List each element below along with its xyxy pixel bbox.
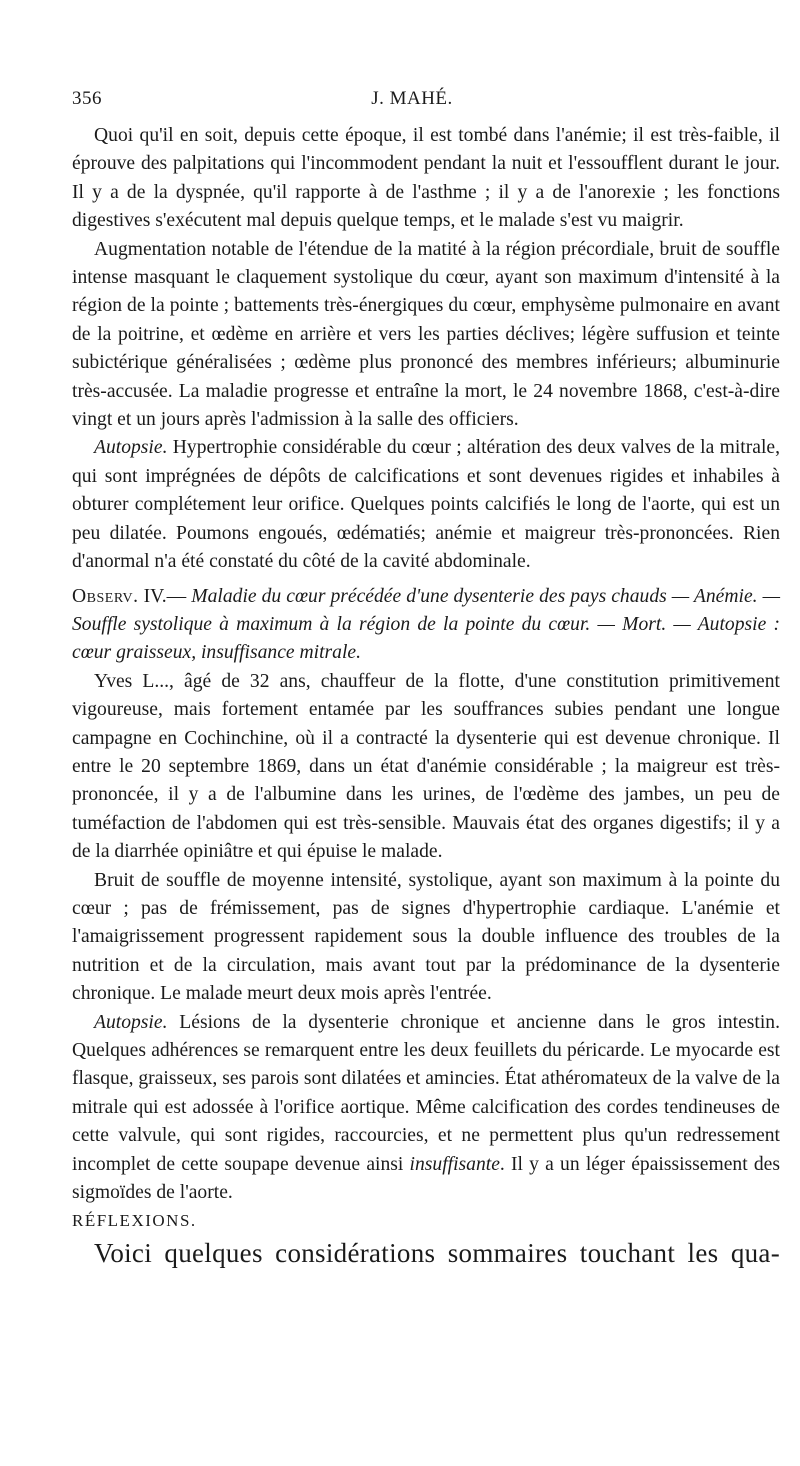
paragraph-1: Quoi qu'il en soit, depuis cette époque, il est tombé dans l'anémie; il est très-faible, il éprouve des palpitations qui l'incommodent pendant la nuit et l'essoufflent durant le jour. Il y a de la dyspnée, qu'il rapporte à de l'asthme ; il y a de l'anorexie ; les fonctions digestives s'exécutent mal depuis quelque temps, et le malade s'est vu maigrir.	[72, 125, 780, 232]
observation-label: Observ.	[72, 585, 139, 607]
paragraph-5: Bruit de souffle de moyenne intensité, systolique, ayant son maximum à la pointe du cœur ; pas de frémissement, pas de signes d'hypertrophie cardiaque. L'anémie et l'amaigrissement progressent rapidement sous la double influence des troubles de la nutrition et de la circulation, mais avant tout par la prédominance de la dysenterie chronique. Le malade meurt deux mois après l'entrée.	[72, 869, 780, 1005]
paragraph-4: Yves L..., âgé de 32 ans, chauffeur de la flotte, d'une constitution primitivement vigoureuse, mais fortement entamée par les souffrances subies pendant une longue campagne en Cochinchine, où il a contracté la dysenterie qui est devenue chronique. Il entre le 20 septembre 1869, dans un état d'anémie considérable ; la maigreur est très-prononcée, il y a de l'albumine dans les urines, de l'œdème des jambes, un peu de tuméfaction de l'abdomen qui est très-sensible. Mauvais état des organes digestifs; il y a de la diarrhée opiniâtre et qui épuise le malade.	[72, 670, 780, 863]
emphasis-insuffisante: insuffisante	[409, 1153, 500, 1175]
observation-heading	[72, 583, 780, 668]
paragraph-autopsie-1	[72, 434, 780, 576]
paragraph-autopsie-2	[72, 1009, 780, 1208]
autopsie-text-2a: Lésions de la dysenterie chronique et ancienne dans le gros intestin. Quelques adhérences se remarquent entre les deux feuillets du péricarde. Le myocarde est flasque, graisseux, ses parois sont dilatées et amincies. État athéromateux de la valve de la mitrale qui est adossée à l'orifice aortique. Même calcification des cordes tendineuses de cette valvule, qui sont rigides, raccourcies, et ne permettent plus qu'un redressement incomplet de cette soupape devenue ainsi	[72, 1011, 780, 1175]
paragraph-2: Augmentation notable de l'étendue de la matité à la région précordiale, bruit de souffle intense masquant le claquement systolique du cœur, ayant son maximum d'intensité à la région de la pointe ; battements très-énergiques du cœur, emphysème pulmonaire en avant de la poitrine, et œdème en arrière et vers les parties déclives; légère suffusion et teinte subictérique généralisées ; œdème plus prononcé des membres inférieurs; albuminurie très-accusée. La maladie progresse et entraîne la mort, le 24 novembre 1868, c'est-à-dire vingt et un jours après l'admission à la salle des officiers.	[72, 238, 780, 431]
section-title-reflexions: RÉFLEXIONS.	[72, 1211, 197, 1231]
observation-title: Maladie du cœur précédée d'une dysenterie des pays chauds — Anémie. — Souffle systolique à maximum à la région de la pointe du cœur. — Mort. — Autopsie : cœur graisseux, insuffisance mitrale.	[72, 585, 780, 664]
page-number: 356	[72, 88, 102, 109]
autopsie-label-2: Autopsie.	[94, 1011, 168, 1033]
final-line: Voici quelques considérations sommaires touchant les qua-	[94, 1237, 780, 1268]
running-title: J. MAHÉ.	[371, 88, 453, 109]
page-header	[72, 88, 752, 112]
body-text	[72, 122, 780, 1270]
autopsie-label: Autopsie.	[94, 437, 168, 459]
observation-number: IV.—	[138, 585, 192, 607]
autopsie-text-2b: . Il y a un léger épaississement des sigmoïdes de l'aorte.	[72, 1153, 780, 1204]
autopsie-text: Hypertrophie considérable du cœur ; altération des deux valves de la mitrale, qui sont imprégnées de dépôts de calcifications et sont devenues rigides et inhabiles à obturer complétement leur orifice. Quelques points calcifiés le long de l'aorte, qui est un peu dilatée. Poumons engoués, œdématiés; anémie et maigreur très-prononcées. Rien d'anormal n'a été constaté du côté de la cavité abdominale.	[72, 437, 780, 573]
